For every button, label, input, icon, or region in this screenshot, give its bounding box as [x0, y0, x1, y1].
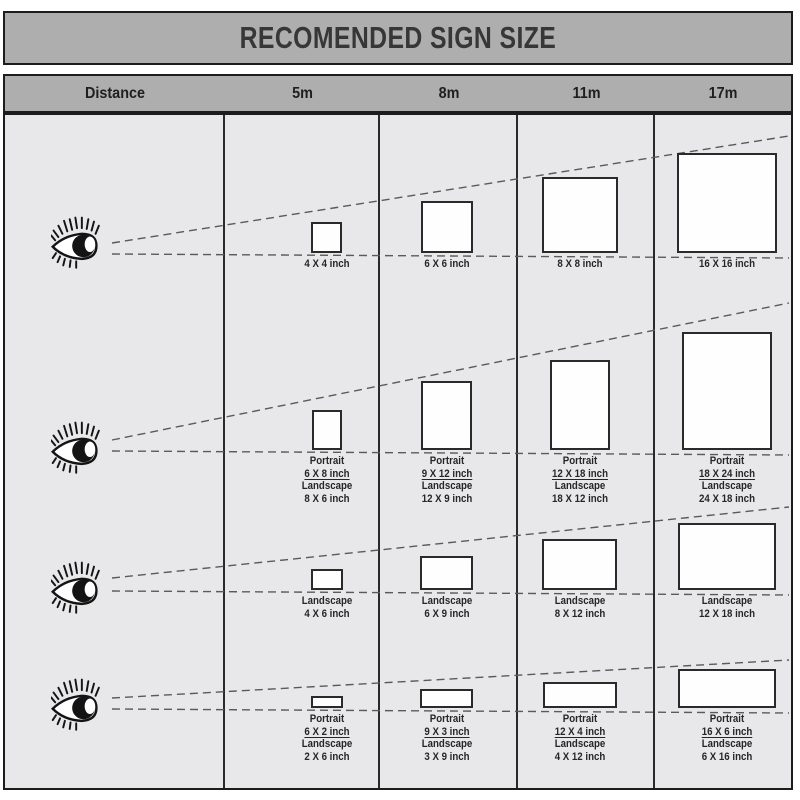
sign-label-row1-8m: 6 X 6 inch: [424, 258, 470, 270]
sign-row4-8m: [420, 689, 473, 708]
sign-label-row4-11m: Portrait 12 X 4 inch Landscape 4 X 12 inch: [554, 713, 606, 763]
sign-label-row2-8m: Portrait 9 X 12 inch Landscape 12 X 9 inch: [421, 455, 473, 505]
sight-lines: [5, 115, 789, 788]
sign-row2-5m: [312, 410, 342, 450]
eye-icon: [51, 561, 103, 616]
sign-row4-5m: [311, 696, 343, 708]
sign-label-row4-8m: Portrait 9 X 3 inch Landscape 3 X 9 inch: [421, 713, 473, 763]
sign-label-row3-5m: Landscape 4 X 6 inch: [301, 595, 353, 620]
sign-row1-11m: [542, 177, 618, 253]
sign-row3-5m: [311, 569, 343, 590]
sign-label-row3-8m: Landscape 6 X 9 inch: [421, 595, 473, 620]
eye-icon: [51, 421, 103, 476]
sign-label-row1-11m: 8 X 8 inch: [557, 258, 603, 270]
sign-row2-17m: [682, 332, 772, 450]
sign-label-row2-5m: Portrait 6 X 8 inch Landscape 8 X 6 inch: [301, 455, 353, 505]
sign-label-row3-17m: Landscape 12 X 18 inch: [699, 595, 755, 620]
sign-row3-8m: [420, 556, 473, 590]
sign-row3-11m: [542, 539, 617, 590]
sign-label-row4-17m: Portrait 16 X 6 inch Landscape 6 X 16 inch: [701, 713, 753, 763]
sign-label-row1-17m: 16 X 16 inch: [699, 258, 755, 270]
header-col-8m: 8m: [438, 84, 460, 102]
title-bar: [3, 11, 793, 65]
sign-row4-17m: [678, 669, 776, 708]
page-title: RECOMENDED SIGN SIZE: [239, 20, 557, 55]
sign-row1-17m: [677, 153, 777, 253]
sign-label-row2-17m: Portrait 18 X 24 inch Landscape 24 X 18 inch: [699, 455, 755, 505]
sign-row2-11m: [550, 360, 610, 450]
sign-row4-11m: [543, 682, 617, 708]
header-col-11m: 11m: [572, 84, 601, 102]
header-bar: [3, 74, 793, 113]
sign-row3-17m: [678, 523, 776, 590]
sign-row1-5m: [311, 222, 342, 253]
header-col-17m: 17m: [708, 84, 738, 102]
sign-label-row4-5m: Portrait 6 X 2 inch Landscape 2 X 6 inch: [301, 713, 353, 763]
sign-label-row1-5m: 4 X 4 inch: [304, 258, 350, 270]
eye-icon: [51, 216, 103, 271]
sign-label-row3-11m: Landscape 8 X 12 inch: [554, 595, 606, 620]
sign-label-row2-11m: Portrait 12 X 18 inch Landscape 18 X 12 inch: [552, 455, 608, 505]
eye-icon: [51, 678, 103, 733]
header-col-5m: 5m: [292, 84, 313, 102]
sign-row2-8m: [421, 381, 472, 450]
header-distance: Distance: [84, 84, 146, 102]
table-body: [3, 113, 793, 790]
sign-row1-8m: [421, 201, 473, 253]
